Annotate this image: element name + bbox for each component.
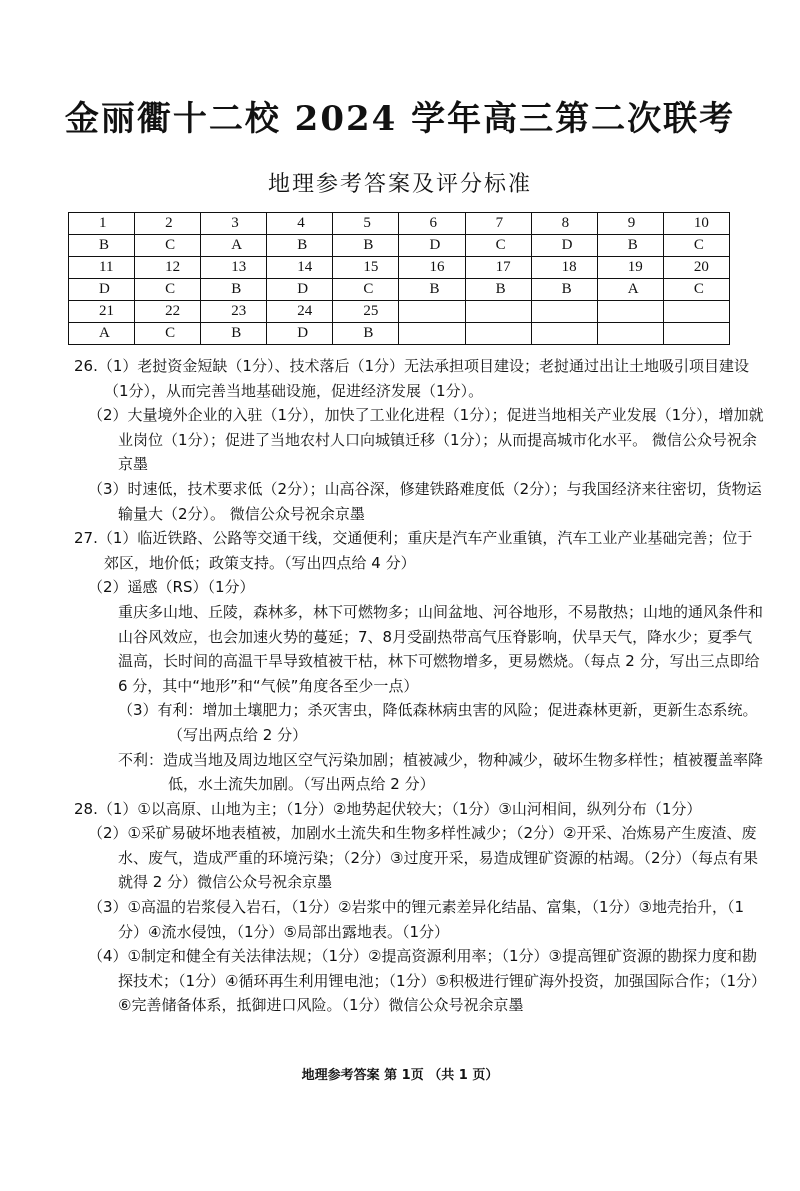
table-row xyxy=(69,323,730,345)
multiple-choice-answer-table xyxy=(68,212,730,345)
table-row xyxy=(69,213,730,235)
answer-cell: D xyxy=(267,323,333,345)
question-number-cell: 14 xyxy=(267,257,333,279)
q27-part2-answer: 重庆多山地、丘陵，森林多，林下可燃物多；山间盆地、河谷地形，不易散热；山地的通风条件和山谷风效应，也会加速火势的蔓延；7、8月受副热带高气压脊影响，伏旱天气，降水少；夏季气温高，长时间的高温干旱导致植被干枯，林下可燃物增多，更易燃烧。（每点 2 分，写出三点即给 6 分，其中“地形”和“气候”角度各至少一点） xyxy=(118,602,764,695)
table-row xyxy=(69,235,730,257)
exam-title: 金丽衢十二校 2024 学年高三第二次联考 xyxy=(64,99,736,139)
q26-part1-answer: 26.（1）老挝资金短缺（1分）、技术落后（1分）无法承担项目建设；老挝通过出让土地吸引项目建设（1分），从而完善当地基础设施，促进经济发展（1分）。 xyxy=(74,357,749,400)
answer-cell: C xyxy=(663,279,729,301)
question-number-cell: 3 xyxy=(201,213,267,235)
question-number-cell: 2 xyxy=(135,213,201,235)
q28-part4-answer: （4）①制定和健全有关法律法规；（1分）②提高资源利用率；（1分）③提高锂矿资源的勘探力度和勘探技术；（1分）④循环再生利用锂电池；（1分）⑤积极进行锂矿海外投资，加强国际合作；（1分）⑥完善储备体系，抵御进口风险。（1分）微信公众号祝余京墨 xyxy=(88,947,759,1015)
answer-cell: B xyxy=(399,279,465,301)
question-number-cell: 23 xyxy=(201,301,267,323)
answer-cell: B xyxy=(201,279,267,301)
answer-cell: A xyxy=(201,235,267,257)
question-number-cell: 16 xyxy=(399,257,465,279)
question-number-cell: 5 xyxy=(333,213,399,235)
q28-part3-answer: （3）①高温的岩浆侵入岩石，（1分）②岩浆中的锂元素差异化结晶、富集，（1分）③地壳抬升，（1分）④流水侵蚀，（1分）⑤局部出露地表。（1分） xyxy=(88,898,745,941)
question-number-cell: 19 xyxy=(597,257,663,279)
answer-cell: B xyxy=(267,235,333,257)
q27-part1-answer: 27.（1）临近铁路、公路等交通干线，交通便利；重庆是汽车产业重镇，汽车工业产业基础完善；位于郊区，地价低；政策支持。（写出四点给 4 分） xyxy=(74,529,753,572)
answer-cell: C xyxy=(465,235,531,257)
answer-cell: B xyxy=(333,323,399,345)
answer-cell: C xyxy=(135,323,201,345)
question-number-cell: 10 xyxy=(663,213,729,235)
q27-part2-label: （2）遥感（RS）（1分） xyxy=(88,578,255,597)
answer-cell: D xyxy=(69,279,135,301)
q27-part3-benefits: （3）有利：增加土壤肥力；杀灭害虫，降低森林病虫害的风险；促进森林更新，更新生态系统。（写出两点给 2 分） xyxy=(118,701,758,744)
q28-part1-answer: 28.（1）①以高原、山地为主；（1分）②地势起伏较大；（1分）③山河相间，纵列分布（1分） xyxy=(74,799,702,818)
question-number-cell: 9 xyxy=(597,213,663,235)
empty-cell xyxy=(663,301,729,323)
answer-cell: B xyxy=(201,323,267,345)
answer-cell: B xyxy=(465,279,531,301)
empty-cell xyxy=(597,323,663,345)
empty-cell xyxy=(663,323,729,345)
empty-cell xyxy=(531,301,597,323)
question-number-cell: 12 xyxy=(135,257,201,279)
empty-cell xyxy=(465,301,531,323)
page-footer: 地理参考答案 第 1页 （共 1 页） xyxy=(301,1068,499,1083)
empty-cell xyxy=(465,323,531,345)
question-number-cell: 21 xyxy=(69,301,135,323)
answer-cell: D xyxy=(267,279,333,301)
answer-explanations xyxy=(74,354,764,1018)
q26-part2-answer: （2）大量境外企业的入驻（1分），加快了工业化进程（1分）；促进当地相关产业发展（1分），增加就业岗位（1分）；促进了当地农村人口向城镇迁移（1分）；从而提高城市化水平。 微信公众号祝余京墨 xyxy=(88,406,764,474)
answer-cell: C xyxy=(135,235,201,257)
answer-cell: A xyxy=(597,279,663,301)
question-number-cell: 1 xyxy=(69,213,135,235)
answer-cell: B xyxy=(69,235,135,257)
question-number-cell: 20 xyxy=(663,257,729,279)
empty-cell xyxy=(597,301,663,323)
answer-cell: C xyxy=(663,235,729,257)
answer-cell: C xyxy=(135,279,201,301)
question-number-cell: 24 xyxy=(267,301,333,323)
question-number-cell: 11 xyxy=(69,257,135,279)
answer-cell: D xyxy=(399,235,465,257)
answer-cell: C xyxy=(333,279,399,301)
q27-part3-drawbacks: 不利：造成当地及周边地区空气污染加剧；植被减少，物种减少，破坏生物多样性；植被覆盖率降低，水土流失加剧。（写出两点给 2 分） xyxy=(118,750,764,794)
question-number-cell: 25 xyxy=(333,301,399,323)
question-number-cell: 8 xyxy=(531,213,597,235)
table-row xyxy=(69,301,730,323)
question-number-cell: 4 xyxy=(267,213,333,235)
table-row xyxy=(69,279,730,301)
answer-cell: B xyxy=(333,235,399,257)
answer-cell: B xyxy=(597,235,663,257)
question-number-cell: 18 xyxy=(531,257,597,279)
answer-key-subtitle: 地理参考答案及评分标准 xyxy=(267,172,532,197)
answer-cell: D xyxy=(531,235,597,257)
answer-cell: A xyxy=(69,323,135,345)
empty-cell xyxy=(531,323,597,345)
answer-cell: B xyxy=(531,279,597,301)
question-number-cell: 15 xyxy=(333,257,399,279)
q26-part3-answer: （3）时速低，技术要求低（2分）；山高谷深，修建铁路难度低（2分）；与我国经济来往密切，货物运输量大（2分）。 微信公众号祝余京墨 xyxy=(88,479,762,523)
question-number-cell: 22 xyxy=(135,301,201,323)
question-number-cell: 6 xyxy=(399,213,465,235)
table-row xyxy=(69,257,730,279)
empty-cell xyxy=(399,301,465,323)
question-number-cell: 7 xyxy=(465,213,531,235)
question-number-cell: 13 xyxy=(201,257,267,279)
question-number-cell: 17 xyxy=(465,257,531,279)
empty-cell xyxy=(399,323,465,345)
q28-part2-answer: （2）①采矿易破坏地表植被，加剧水土流失和生物多样性减少；（2分）②开采、冶炼易产生废渣、废水、废气，造成严重的环境污染；（2分）③过度开采，易造成锂矿资源的枯竭。（2分）（每点有果就得 2 分）微信公众号祝余京墨 xyxy=(88,824,759,892)
